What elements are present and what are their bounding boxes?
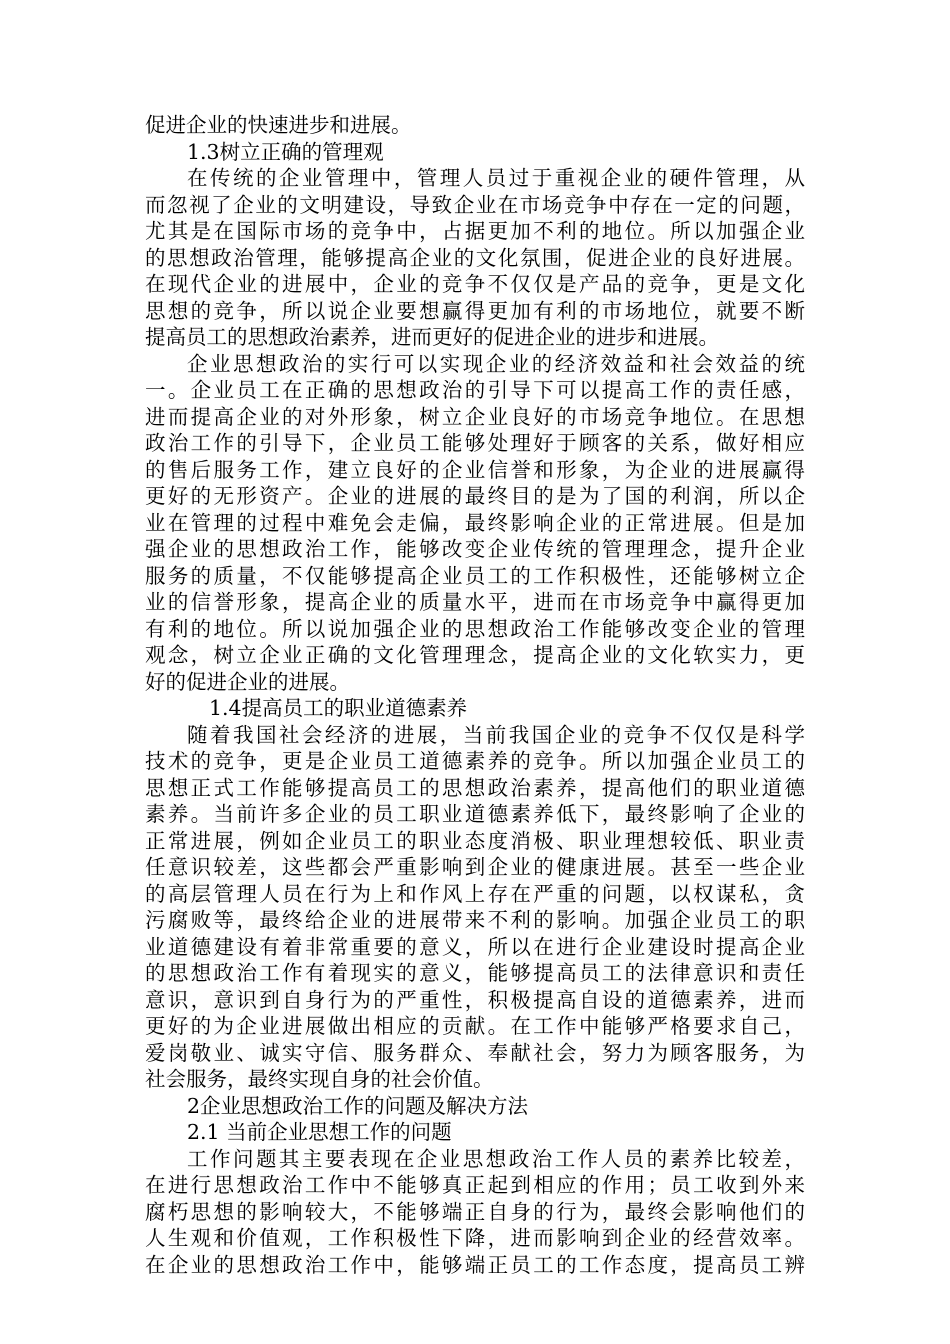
paragraph-line: 强企业的思想政治工作，能够改变企业传统的管理理念，提升企业 <box>145 537 805 561</box>
paragraph-line: 促进企业的快速进步和进展。 <box>145 113 412 137</box>
paragraph-line: 爱岗敬业、诚实守信、服务群众、奉献社会，努力为顾客服务，为 <box>145 1040 805 1065</box>
paragraph-line: 一。企业员工在正确的思想政治的引导下可以提高工作的责任感， <box>145 378 805 402</box>
paragraph-line: 在现代企业的进展中，企业的竞争不仅仅是产品的竞争，更是文化 <box>145 272 805 296</box>
paragraph-line: 进而提高企业的对外形象，树立企业良好的市场竞争地位。在思想 <box>145 404 805 429</box>
paragraph-line: 在企业的思想政治工作中，能够端正员工的工作态度，提高员工辨 <box>145 1252 805 1277</box>
section-heading: 2.1 当前企业思想工作的问题 <box>187 1120 452 1144</box>
paragraph-line: 业道德建设有着非常重要的意义，所以在进行企业建设时提高企业 <box>145 934 805 959</box>
paragraph-line: 社会服务，最终实现自身的社会价值。 <box>145 1067 494 1091</box>
paragraph-line: 尤其是在国际市场的竞争中，占据更加不利的地位。所以加强企业 <box>145 219 805 243</box>
paragraph-line: 在传统的企业管理中，管理人员过于重视企业的硬件管理，从 <box>187 166 805 190</box>
paragraph-line: 的高层管理人员在行为上和作风上存在严重的问题，以权谋私，贪 <box>145 881 805 906</box>
paragraph-line: 服务的质量，不仅能够提高企业员工的工作积极性，还能够树立企 <box>145 563 805 588</box>
paragraph-line: 提高员工的思想政治素养，进而更好的促进企业的进步和进展。 <box>145 325 719 349</box>
paragraph-line: 政治工作的引导下，企业员工能够处理好于顾客的关系，做好相应 <box>145 431 805 455</box>
paragraph-line: 的售后服务工作，建立良好的企业信誉和形象，为企业的进展赢得 <box>145 457 805 482</box>
paragraph-line: 观念，树立企业正确的文化管理理念，提高企业的文化软实力，更 <box>145 643 805 667</box>
section-heading: 1.3树立正确的管理观 <box>187 139 384 164</box>
paragraph-line: 意识，意识到自身行为的严重性，积极提高自设的道德素养，进而 <box>145 987 805 1012</box>
paragraph-line: 思想的竞争，所以说企业要想赢得更加有利的市场地位，就要不断 <box>145 298 805 323</box>
paragraph-line: 更好的为企业进展做出相应的贡献。在工作中能够严格要求自己， <box>145 1014 805 1038</box>
paragraph-line: 好的促进企业的进展。 <box>145 669 350 694</box>
paragraph-line: 随着我国社会经济的进展，当前我国企业的竞争不仅仅是科学 <box>187 722 805 747</box>
section-heading: 2企业思想政治工作的问题及解决方法 <box>187 1093 529 1118</box>
paragraph-line: 任意识较差，这些都会严重影响到企业的健康进展。甚至一些企业 <box>145 855 805 879</box>
paragraph-line: 的思想政治工作有着现实的意义，能够提高员工的法律意识和责任 <box>145 961 805 985</box>
document-body <box>145 112 805 1278</box>
paragraph-line: 污腐败等，最终给企业的进展带来不利的影响。加强企业员工的职 <box>145 908 805 932</box>
paragraph-line: 正常进展，例如企业员工的职业态度消极、职业理想较低、职业责 <box>145 828 805 853</box>
paragraph-line: 业在管理的过程中难免会走偏，最终影响企业的正常进展。但是加 <box>145 510 805 535</box>
paragraph-line: 而忽视了企业的文明建设，导致企业在市场竞争中存在一定的问题， <box>145 192 805 217</box>
paragraph-line: 业的信誉形象，提高企业的质量水平，进而在市场竞争中赢得更加 <box>145 590 805 614</box>
paragraph-line: 工作问题其主要表现在企业思想政治工作人员的素养比较差， <box>187 1146 805 1171</box>
paragraph-line: 有利的地位。所以说加强企业的思想政治工作能够改变企业的管理 <box>145 616 805 641</box>
paragraph-line: 技术的竞争，更是企业员工道德素养的竞争。所以加强企业员工的 <box>145 749 805 773</box>
paragraph-line: 素养。当前许多企业的员工职业道德素养低下，最终影响了企业的 <box>145 802 805 826</box>
paragraph-line: 企业思想政治的实行可以实现企业的经济效益和社会效益的统 <box>187 351 805 376</box>
section-heading: 1.4提高员工的职业道德素养 <box>209 696 468 720</box>
paragraph-line: 腐朽思想的影响较大，不能够端正自身的行为，最终会影响他们的 <box>145 1199 805 1224</box>
paragraph-line: 在进行思想政治工作中不能够真正起到相应的作用；员工收到外来 <box>145 1173 805 1197</box>
paragraph-line: 更好的无形资产。企业的进展的最终目的是为了国的利润，所以企 <box>145 484 805 508</box>
paragraph-line: 人生观和价值观，工作积极性下降，进而影响到企业的经营效率。 <box>145 1226 805 1250</box>
paragraph-line: 思想正式工作能够提高员工的思想政治素养，提高他们的职业道德 <box>145 775 805 800</box>
paragraph-line: 的思想政治管理，能够提高企业的文化氛围，促进企业的良好进展。 <box>145 245 805 270</box>
